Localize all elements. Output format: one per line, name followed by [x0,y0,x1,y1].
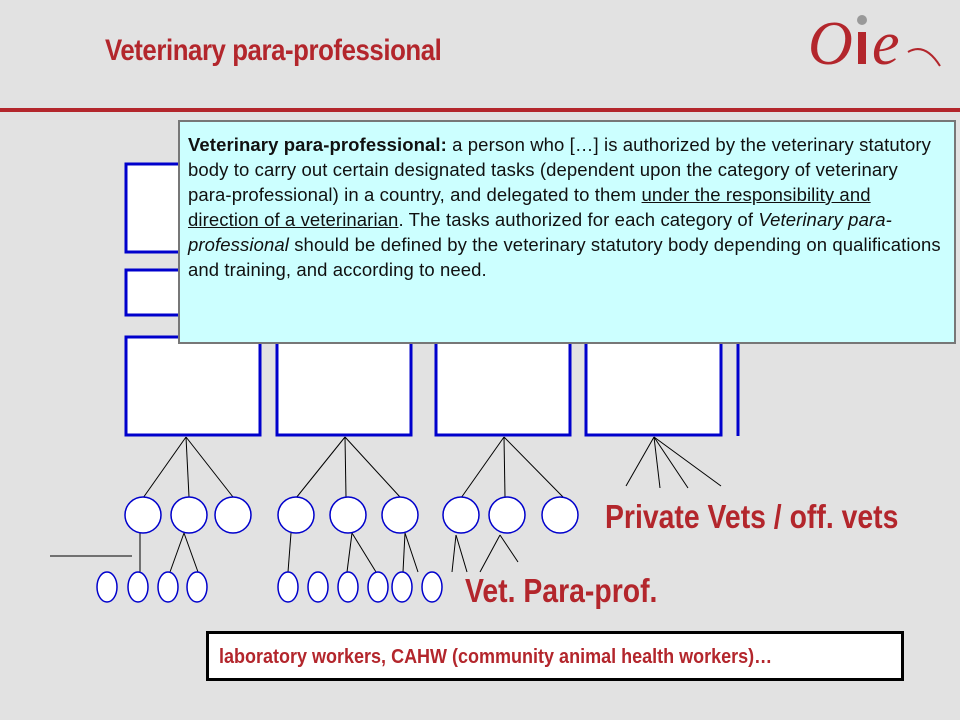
private-vets-label: Private Vets / off. vets [605,498,899,535]
svg-text:e: e [872,10,900,78]
para-prof-node [308,572,328,602]
para-prof-node [368,572,388,602]
definition-text-1: a person who […] is authorized by the veterinary statutory body to carry out certain designated tasks (dependent upon the category of veterinary para-professional) in a country, and delegated to them [188,134,931,205]
private-vet-node [215,497,251,533]
private-vet-node [125,497,161,533]
private-vet-node [171,497,207,533]
private-vet-node [489,497,525,533]
para-prof-node [158,572,178,602]
private-vet-node [443,497,479,533]
para-prof-node [422,572,442,602]
lab-workers-label: laboratory workers, CAHW (community animal health workers)… [219,646,773,668]
definition-text-2: . The tasks authorized for each category of [398,209,759,230]
definition-underlined: under the responsibility and direction of a veterinarian [188,184,871,230]
region-box-2 [277,337,411,435]
para-prof-node [187,572,207,602]
region-box-4 [586,337,721,435]
definition-box [178,120,956,344]
private-vet-node [278,497,314,533]
page-title: Veterinary para-professional [105,34,442,67]
para-prof-node [278,572,298,602]
para-prof-node [128,572,148,602]
para-prof-node [392,572,412,602]
para-prof-node [97,572,117,602]
top-box [126,164,186,252]
region-box-1 [126,337,260,435]
private-vet-node [330,497,366,533]
definition-text-3: should be defined by the veterinary statutory body depending on qualifications and training, and according to need. [188,234,941,280]
private-vet-node [542,497,578,533]
para-prof-node [338,572,358,602]
definition-term: Veterinary para-professional: [188,134,447,155]
lab-workers-box [206,631,904,681]
middle-box [126,270,186,315]
region-box-3 [436,337,570,435]
svg-text:O: O [808,10,853,78]
private-vet-node [382,497,418,533]
definition-italic: Veterinary para-professional [188,209,892,255]
vet-para-prof-label: Vet. Para-prof. [465,572,658,609]
